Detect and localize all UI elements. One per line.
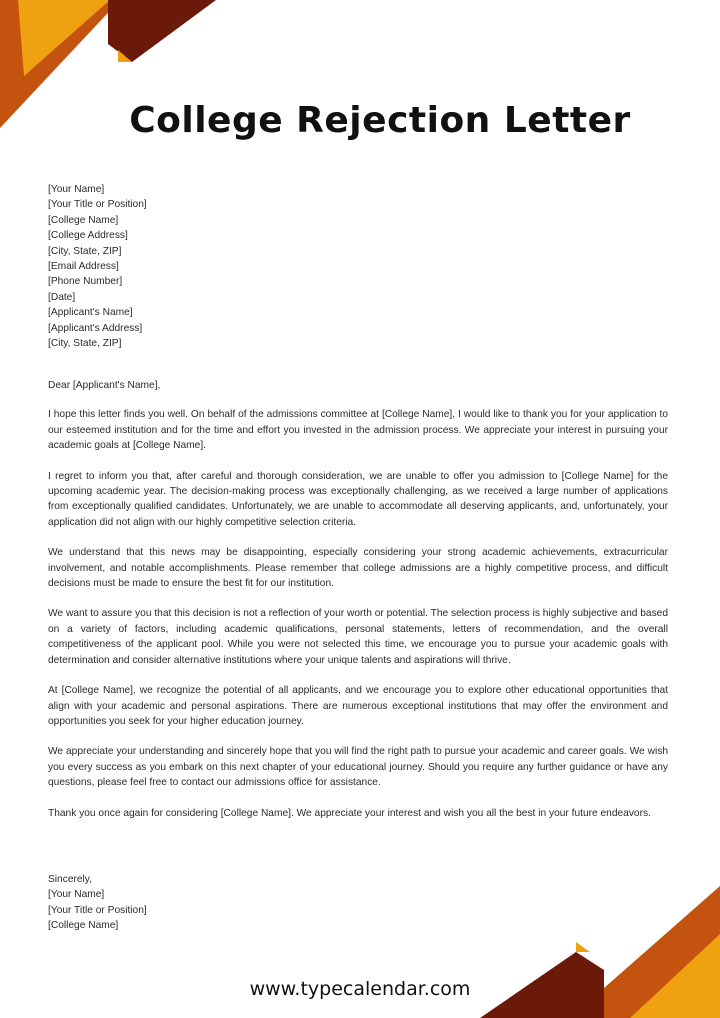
address-line: [Date] (48, 291, 76, 303)
body-paragraph: At [College Name], we recognize the potential of all applicants, and we encourage you to explore other educational opportunities that align with your academic and personal aspirations. There are numerous exceptional institutions that may offer the environment and opportunities you seek for your higher education journey. (48, 685, 668, 727)
body-paragraph: We understand that this news may be disappointing, especially considering your strong academic achievements, extracurricular involvement, and notable accomplishments. Please remember that college admissions are a highly competitive process, and difficult decisions must be made to ensure the best fit for our institution. (48, 547, 668, 590)
sender-address-block (48, 182, 147, 351)
address-line: [Email Address] (48, 261, 119, 273)
salutation: Dear [Applicant's Name], (48, 380, 161, 391)
footer-website: www.typecalendar.com (249, 978, 471, 1000)
letter-title: College Rejection Letter (129, 100, 631, 141)
address-line: [Applicant's Name] (48, 307, 133, 319)
address-line: [College Address] (48, 230, 128, 242)
address-line: [Your Title or Position] (48, 199, 147, 211)
address-line: [City, State, ZIP] (48, 245, 122, 257)
body-paragraph: I regret to inform you that, after careful and thorough consideration, we are unable to offer you admission to [College Name] for the upcoming academic year. The decision-making process was exceptionally challenging, as we received a large number of applications from exceptionally qualified candidates. Unfortunately, we are unable to accommodate all deserving applicants, and, unfortunately, your application did not align with our highly competitive selection criteria. (48, 470, 668, 528)
body-paragraph: We appreciate your understanding and sincerely hope that you will find the right path to pursue your academic and career goals. We wish you every success as you embark on this next chapter of your educational journey. Should you require any further guidance or have any questions, please feel free to contact our admissions office for assistance. (48, 746, 668, 789)
closing-line: [Your Name] (48, 889, 105, 901)
address-line: [Phone Number] (48, 276, 123, 288)
body-paragraph: We want to assure you that this decision is not a reflection of your worth or potential. The selection process is highly subjective and based on a variety of factors, including academic qualifications, personal statements, letters of recommendation, and the overall competitiveness of the applicant pool. While you were not selected this time, we encourage you to pursue your academic goals with determination and consider alternative institutions where your unique talents and aspirations will thrive. (48, 608, 668, 666)
body-paragraph: I hope this letter finds you well. On behalf of the admissions committee at [College Name], I would like to thank you for your application to our esteemed institution and for the time and effort you invested in the admission process. We appreciate your interest in pursuing your academic goals at [College Name]. (48, 409, 668, 452)
address-line: [College Name] (48, 214, 119, 226)
closing-line: [College Name] (48, 920, 119, 932)
address-line: [City, State, ZIP] (48, 338, 122, 350)
closing-line: [Your Title or Position] (48, 904, 147, 916)
closing-line: Sincerely, (48, 874, 92, 885)
letter-body (48, 378, 668, 836)
address-line: [Your Name] (48, 184, 105, 195)
closing-signature-block (48, 872, 147, 934)
body-paragraph: Thank you once again for considering [College Name]. We appreciate your interest and wish you all the best in your future endeavors. (48, 807, 651, 819)
address-line: [Applicant's Address] (48, 322, 143, 334)
